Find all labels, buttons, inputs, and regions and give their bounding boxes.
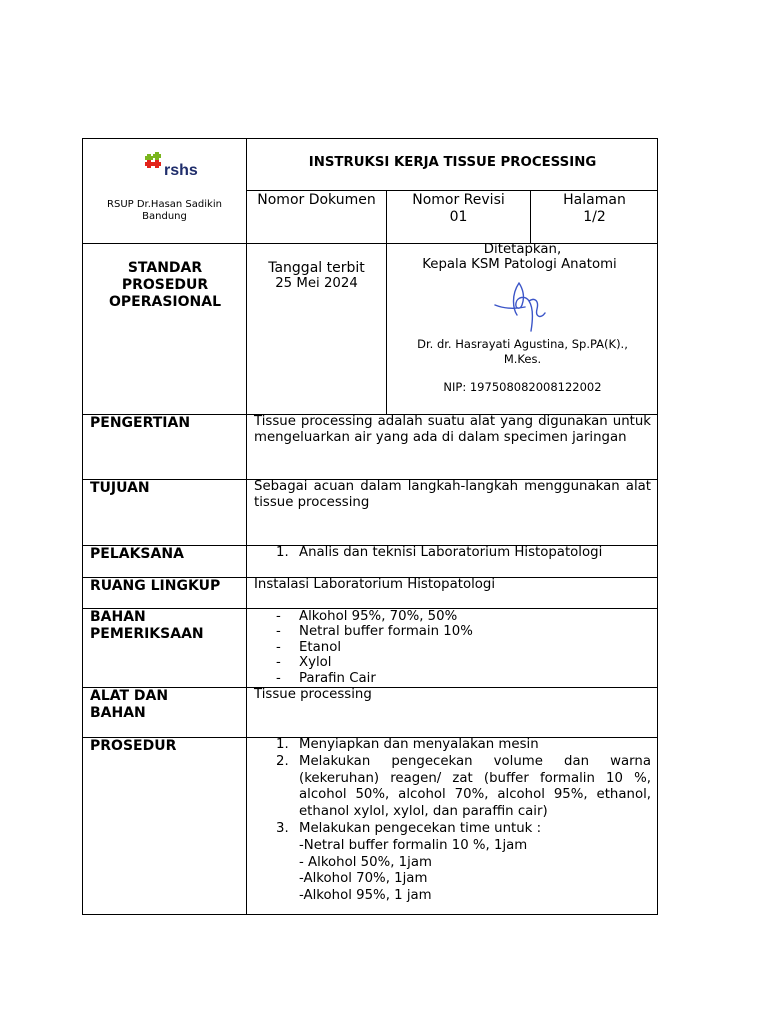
list-item-text: Melakukan pengecekan volume dan warna (kekeruhan) reagen/ zat (buffer formalin 10 %, alcohol 50%, alcohol 70%, alcohol 95%, ethanol, ethanol xylol, xylol, dan paraffin cair) [299,753,651,820]
ruang-lingkup-text: Instalasi Laboratorium Histopatologi [254,577,496,592]
hospital-name: RSUP Dr.Hasan Sadikin Bandung [107,199,222,222]
revision-cell [387,191,530,243]
rshs-logo-icon [127,147,213,181]
list-item-text: Etanol [299,639,342,655]
sub-list-item: -Alkohol 95%, 1 jam [299,888,432,904]
list-marker: - [276,670,281,686]
sop-document [82,138,658,915]
list-item [254,609,651,624]
document-title: INSTRUKSI KERJA TISSUE PROCESSING [308,155,597,170]
list-item-text: Menyiapkan dan menyalakan mesin [299,737,539,752]
alat-dan-bahan-label: ALAT DAN BAHAN [90,688,169,721]
list-marker: - [276,624,281,640]
signature [387,273,658,331]
logo-cell [83,139,246,243]
approval-cell [387,242,658,414]
list-item [254,655,651,670]
list-marker: 3. [276,820,289,836]
revision-value: 01 [449,209,468,225]
list-item-text: Alkohol 95%, 70%, 50% [299,609,458,624]
list-item [254,821,651,838]
logo-wordmark: rshs [164,162,198,179]
prosedur-label: PROSEDUR [90,738,177,754]
signer-name: Dr. dr. Hasrayati Agustina, Sp.PA(K)., M.Kes. [417,337,628,366]
prosedur-list [254,737,651,905]
issue-date: 25 Mei 2024 [275,276,358,291]
issue-label: Tanggal terbit [268,260,365,276]
doc-number-label: Nomor Dokumen [257,192,376,208]
list-item [254,624,651,639]
list-marker: - [276,639,281,655]
column-divider [246,139,247,915]
list-item [254,737,651,754]
bahan-pemeriksaan-label: BAHAN PEMERIKSAAN [90,609,204,642]
hospital-logo [127,147,213,181]
list-item-text: Melakukan pengecekan time untuk : [299,820,542,836]
page-label: Halaman [563,192,626,208]
list-marker: 1. [276,545,289,560]
bahan-pemeriksaan-list [254,609,651,686]
signature-icon [489,275,569,337]
prosedur-sublist [254,838,651,905]
list-item [254,545,651,561]
list-item-text: Netral buffer formain 10% [299,624,473,640]
tujuan-label: TUJUAN [90,480,150,496]
sub-list-item: -Netral buffer formalin 10 %, 1jam [299,837,528,853]
list-marker: 1. [276,737,289,752]
page-cell [531,191,658,243]
pengertian-text: Tissue processing adalah suatu alat yang digunakan untuk mengeluarkan air yang ada di dalam specimen jaringan [254,414,651,445]
list-item-text: Analis dan teknisi Laboratorium Histopatologi [299,545,603,560]
list-item [254,754,651,821]
ruang-lingkup-label: RUANG LINGKUP [90,578,221,594]
approval-set-by: Ditetapkan, [483,242,562,257]
alat-dan-bahan-text: Tissue processing [254,687,372,702]
approval-position: Kepala KSM Patologi Anatomi [422,257,617,272]
list-marker: - [276,609,281,624]
list-item-text: Parafin Cair [299,670,376,686]
page-value: 1/2 [583,209,606,225]
sub-list-item: - Alkohol 50%, 1jam [299,854,432,870]
pelaksana-list [254,545,651,561]
pengertian-label: PENGERTIAN [90,415,191,431]
pelaksana-label: PELAKSANA [90,546,184,562]
sop-label: STANDAR PROSEDUR OPERASIONAL [108,260,221,310]
signer-nip: NIP: 197508082008122002 [443,380,602,394]
issue-cell [247,260,386,291]
list-marker: 2. [276,753,289,769]
list-marker: - [276,655,281,671]
list-item [254,640,651,655]
revision-label: Nomor Revisi [412,192,505,208]
list-item [254,671,651,686]
tujuan-text: Sebagai acuan dalam langkah-langkah menggunakan alat tissue processing [254,479,651,510]
list-item-text: Xylol [299,655,332,671]
sub-list-item: -Alkohol 70%, 1jam [299,871,428,887]
